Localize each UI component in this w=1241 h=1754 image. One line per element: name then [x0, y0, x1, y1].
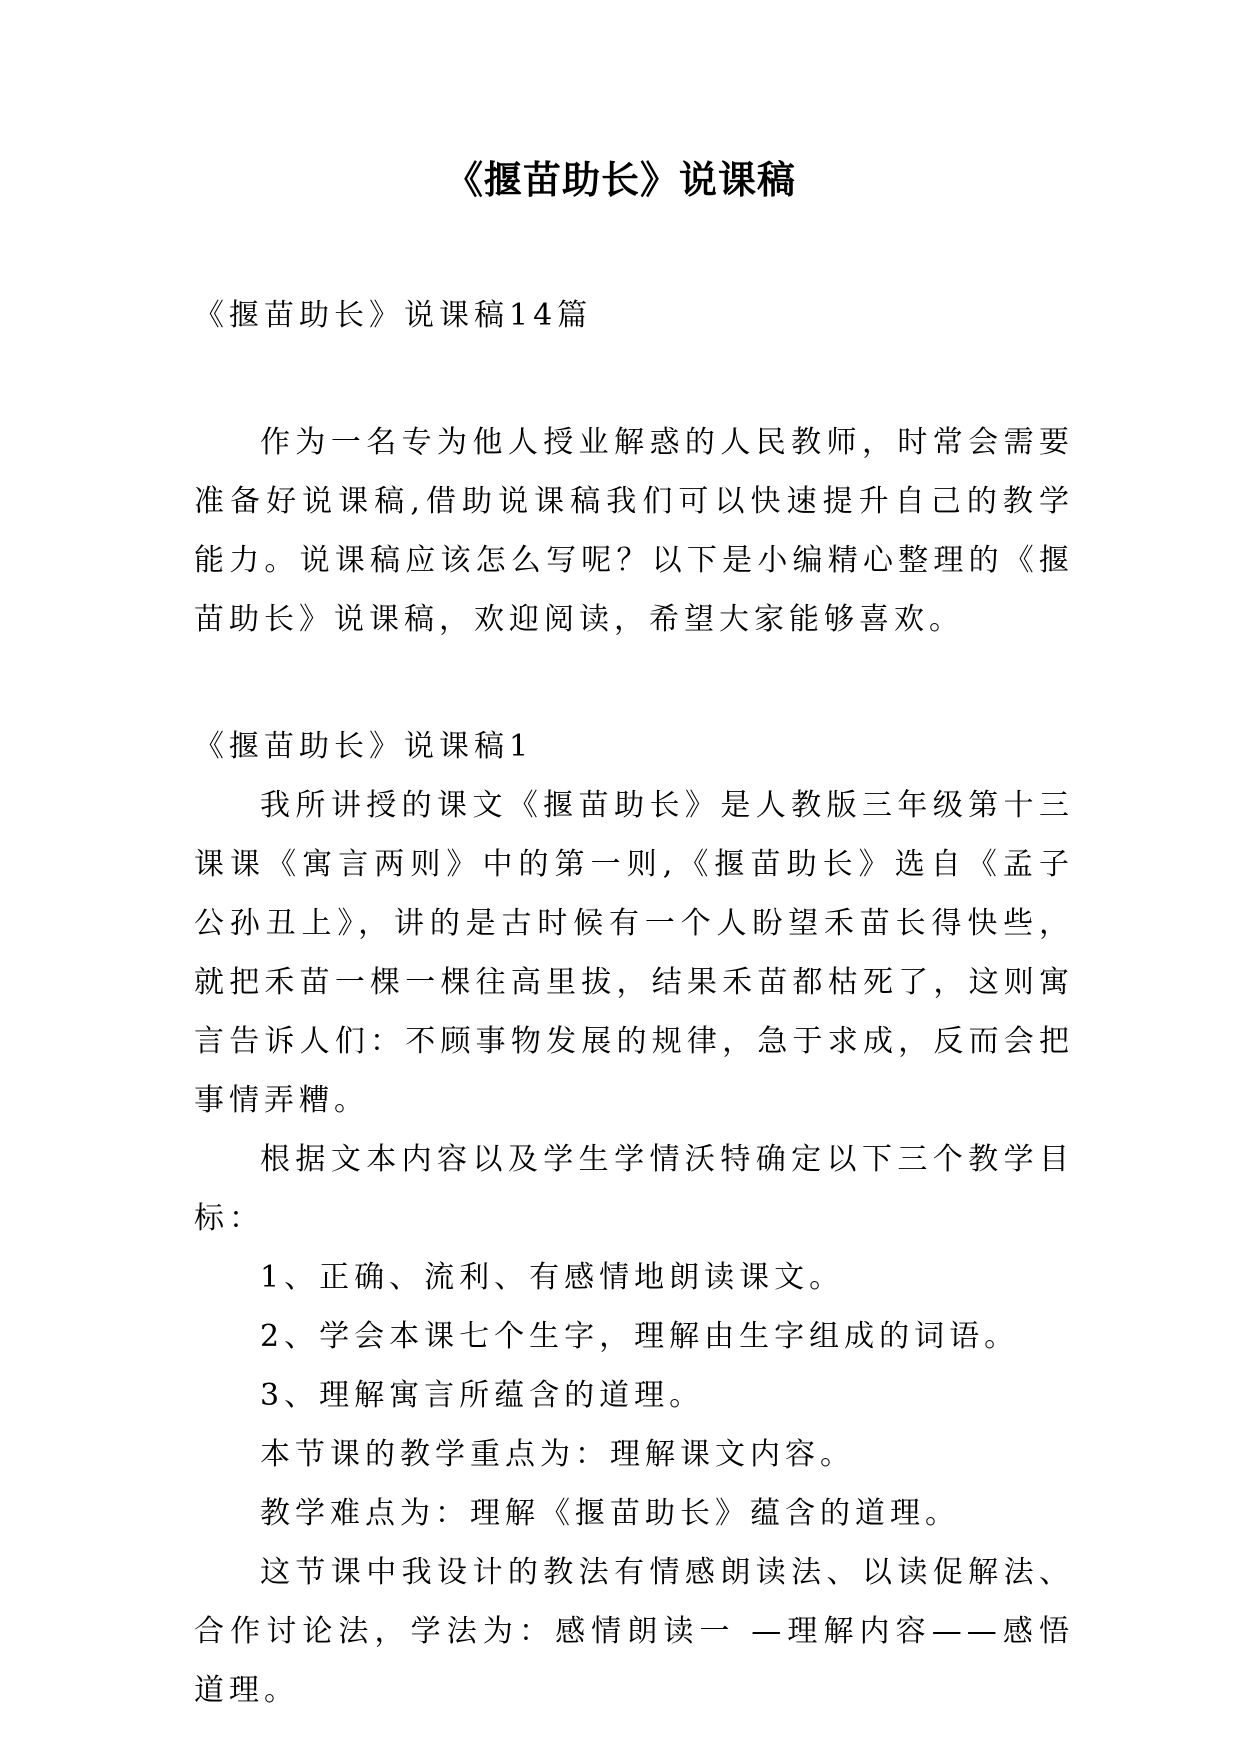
document-title: 《揠苗助长》说课稿 [444, 158, 796, 202]
section-heading: 《揠苗助长》说课稿1 [194, 729, 534, 764]
document-subtitle: 《揠苗助长》说课稿14篇 [194, 298, 593, 333]
document-body [194, 286, 1074, 1720]
teaching-difficulty: 教学难点为：理解《揠苗助长》蕴含的道理。 [260, 1496, 960, 1531]
teaching-goal-item: 1、正确、流利、有感情地朗读课文。 [260, 1260, 845, 1295]
teaching-goal-item: 2、学会本课七个生字，理解由生字组成的词语。 [260, 1319, 1020, 1354]
teaching-focus: 本节课的教学重点为：理解课文内容。 [260, 1437, 855, 1472]
teaching-goal-item: 3、理解寓言所蕴含的道理。 [260, 1378, 705, 1413]
intro-paragraph: 作为一名专为他人授业解惑的人民教师，时常会需要准备好说课稿,借助说课稿我们可以快速提升自己的教学能力。说课稿应该怎么写呢？以下是小编精心整理的《揠苗助长》说课稿，欢迎阅读，希望大家能够喜欢。 [194, 425, 1074, 637]
teaching-method: 这节课中我设计的教法有情感朗读法、以读促解法、合作讨论法，学法为：感情朗读一 —理解内容——感悟道理。 [194, 1555, 1074, 1708]
body-paragraph: 我所讲授的课文《揠苗助长》是人教版三年级第十三课课《寓言两则》中的第一则,《揠苗助长》选自《孟子公孙丑上》，讲的是古时候有一个人盼望禾苗长得快些，就把禾苗一棵一棵往高里拔，结果禾苗都枯死了，这则寓言告诉人们：不顾事物发展的规律，急于求成，反而会把事情弄糟。 [194, 788, 1074, 1118]
body-paragraph: 根据文本内容以及学生学情沃特确定以下三个教学目标： [194, 1142, 1074, 1236]
